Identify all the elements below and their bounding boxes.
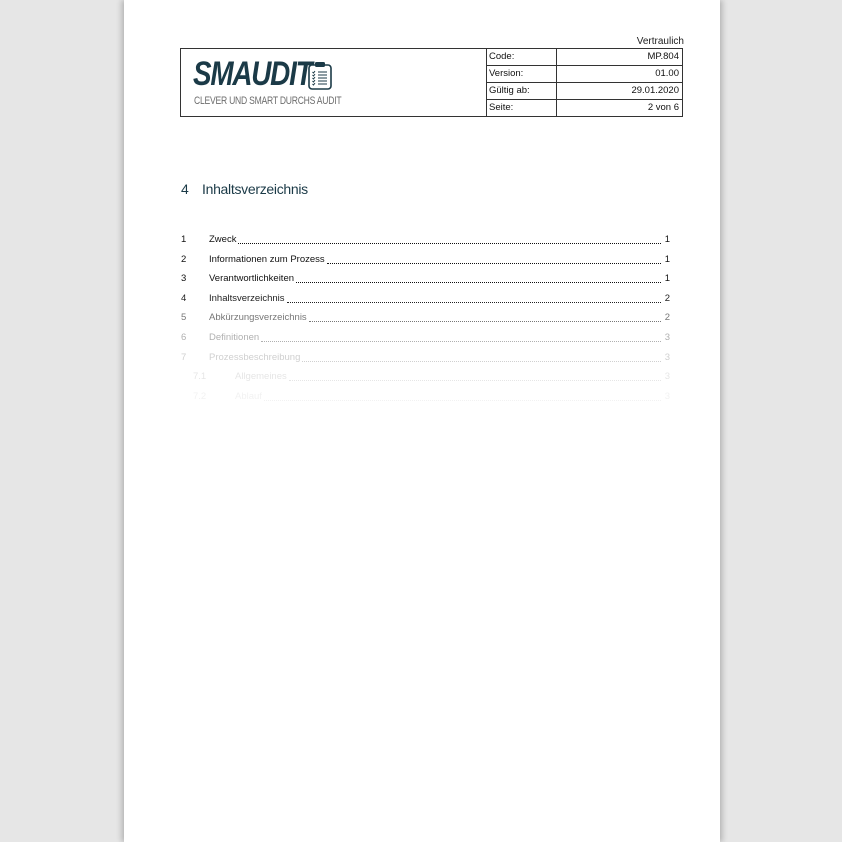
toc-title: Informationen zum Prozess xyxy=(209,253,325,265)
classification-label: Vertraulich xyxy=(636,36,684,47)
toc-title: Inhaltsverzeichnis xyxy=(209,292,285,304)
toc-page: 1 xyxy=(664,253,670,265)
toc-leader xyxy=(261,332,661,342)
meta-label: Code: xyxy=(486,49,557,66)
toc-entry[interactable] xyxy=(181,352,670,372)
meta-row-page xyxy=(486,100,682,117)
meta-label: Version: xyxy=(486,66,557,83)
toc-title: Verantwortlichkeiten xyxy=(209,273,295,285)
toc-leader xyxy=(327,254,661,264)
meta-row-code xyxy=(486,49,682,66)
meta-value: 01.00 xyxy=(557,66,683,83)
toc-leader xyxy=(289,371,661,381)
toc-number: 3 xyxy=(181,273,187,285)
toc-leader xyxy=(302,352,661,362)
logo-tagline: CLEVER UND SMART DURCHS AUDIT xyxy=(194,95,342,107)
toc-leader xyxy=(309,312,661,322)
meta-label: Seite: xyxy=(486,100,557,117)
toc-entry[interactable] xyxy=(181,391,670,411)
toc-page: 3 xyxy=(664,390,670,402)
toc-title: Abkürzungsverzeichnis xyxy=(209,312,307,324)
logo-wordmark: SMAUDIT xyxy=(193,55,312,93)
toc-number: 7.1 xyxy=(193,371,207,383)
logo xyxy=(181,49,487,116)
document-page xyxy=(124,0,720,842)
toc-title: Definitionen xyxy=(209,331,260,343)
toc-page: 2 xyxy=(664,292,670,304)
toc-number: 7.2 xyxy=(193,390,207,402)
toc-leader xyxy=(296,273,661,283)
meta-row-valid-from xyxy=(486,83,682,100)
clipboard-checklist-icon xyxy=(308,61,332,90)
toc-number: 1 xyxy=(181,234,187,245)
toc-page: 3 xyxy=(664,371,670,383)
section-number: 4 xyxy=(181,181,189,197)
document-header xyxy=(180,48,683,117)
section-title: Inhaltsverzeichnis xyxy=(202,181,308,197)
toc-page: 1 xyxy=(664,234,670,245)
toc-number: 2 xyxy=(181,253,187,265)
toc-number: 5 xyxy=(181,312,187,324)
toc-entry[interactable] xyxy=(181,312,670,332)
toc-entry[interactable] xyxy=(181,273,670,293)
toc-number: 6 xyxy=(181,331,187,343)
toc-title: Prozessbeschreibung xyxy=(209,351,301,363)
toc-entry[interactable] xyxy=(181,254,670,274)
table-of-contents xyxy=(181,234,670,410)
toc-entry[interactable] xyxy=(181,371,670,391)
meta-label: Gültig ab: xyxy=(486,83,557,100)
toc-page: 1 xyxy=(664,273,670,285)
toc-page: 3 xyxy=(664,331,670,343)
meta-row-version xyxy=(486,66,682,83)
toc-page: 2 xyxy=(664,312,670,324)
toc-number: 4 xyxy=(181,292,187,304)
toc-entry[interactable] xyxy=(181,234,670,254)
toc-title: Ablauf xyxy=(235,390,262,402)
toc-leader xyxy=(287,293,661,303)
meta-value: MP.804 xyxy=(557,49,683,66)
section-heading xyxy=(181,181,308,197)
toc-leader xyxy=(238,234,661,244)
document-meta-table xyxy=(486,49,682,116)
toc-entry[interactable] xyxy=(181,332,670,352)
meta-value: 29.01.2020 xyxy=(557,83,683,100)
toc-page: 3 xyxy=(664,351,670,363)
toc-number: 7 xyxy=(181,351,187,363)
toc-leader xyxy=(264,391,661,401)
toc-title: Allgemeines xyxy=(235,371,287,383)
toc-title: Zweck xyxy=(209,234,237,245)
meta-value: 2 von 6 xyxy=(647,102,679,113)
toc-entry[interactable] xyxy=(181,293,670,313)
